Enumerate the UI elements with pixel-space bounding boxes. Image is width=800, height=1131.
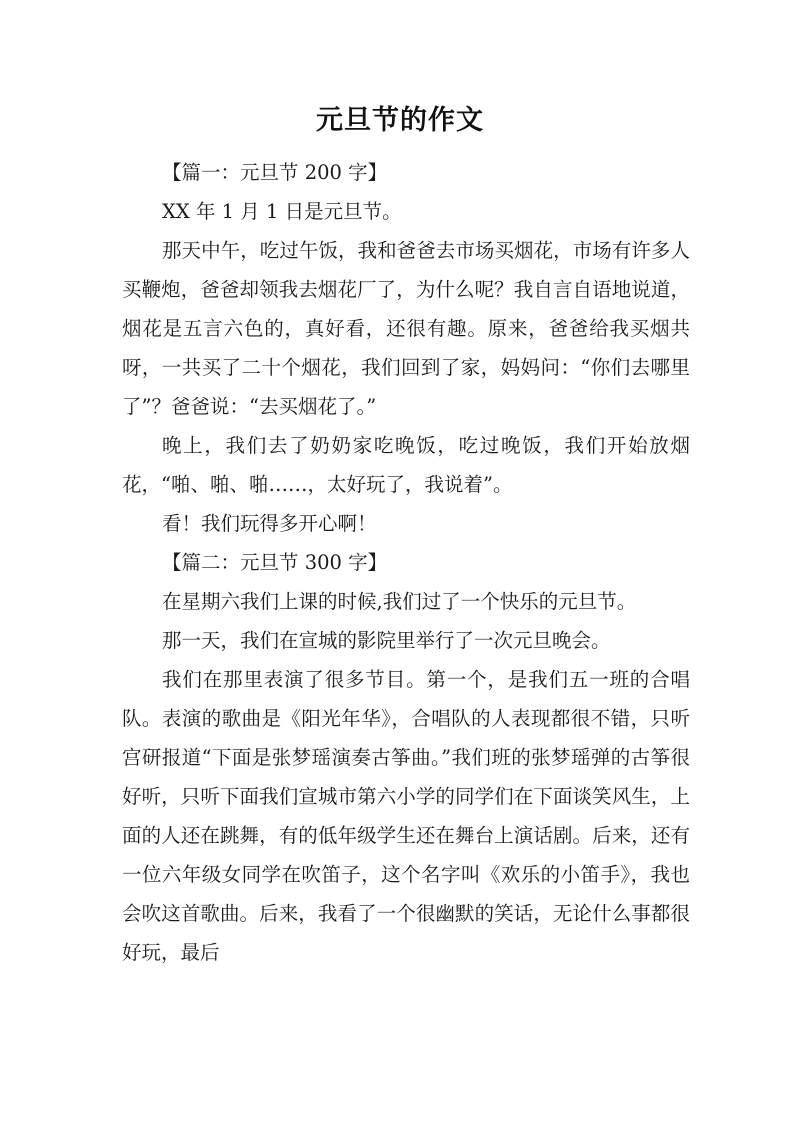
paragraph-heading-2: 【篇二：元旦节 300 字】 bbox=[162, 551, 388, 574]
paragraph-heading-1: 【篇一：元旦节 200 字】 bbox=[162, 161, 388, 184]
document-title: 元旦节的作文 bbox=[316, 105, 484, 136]
paragraph: XX 年 1 月 1 日是元旦节。 bbox=[162, 200, 402, 223]
paragraph: 那一天，我们在宣城的影院里举行了一次元旦晚会。 bbox=[162, 629, 611, 652]
paragraph: 那天中午，吃过午饭，我和爸爸去市场买烟花，市场有许多人买鞭炮，爸爸却领我去烟花厂了，为什么呢？我自言自语地说道，烟花是五言六色的，真好看，还很有趣。原来，爸爸给我买烟共呀，一共买了二十个烟花，我们回到了家，妈妈问：“你们去哪里了”？爸爸说：“去买烟花了。” bbox=[122, 239, 690, 418]
paragraph: 在星期六我们上课的时候,我们过了一个快乐的元旦节。 bbox=[162, 590, 637, 613]
document-body bbox=[122, 153, 690, 972]
paragraph: 晚上，我们去了奶奶家吃晚饭，吃过晚饭，我们开始放烟花，“啪、啪、啪……，太好玩了，我说着”。 bbox=[122, 434, 690, 496]
paragraph: 看！我们玩得多开心啊！ bbox=[162, 512, 377, 535]
paragraph: 我们在那里表演了很多节目。第一个，是我们五一班的合唱队。表演的歌曲是《阳光年华》，合唱队的人表现都很不错，只听宫研报道“下面是张梦瑶演奏古筝曲。”我们班的张梦瑶弹的古筝很好听，只听下面我们宣城市第六小学的同学们在下面谈笑风生，上面的人还在跳舞，有的低年级学生还在舞台上演话剧。后来，还有一位六年级女同学在吹笛子，这个名字叫《欢乐的小笛手》，我也会吹这首歌曲。后来，我看了一个很幽默的笑话，无论什么事都很好玩，最后 bbox=[122, 668, 690, 964]
